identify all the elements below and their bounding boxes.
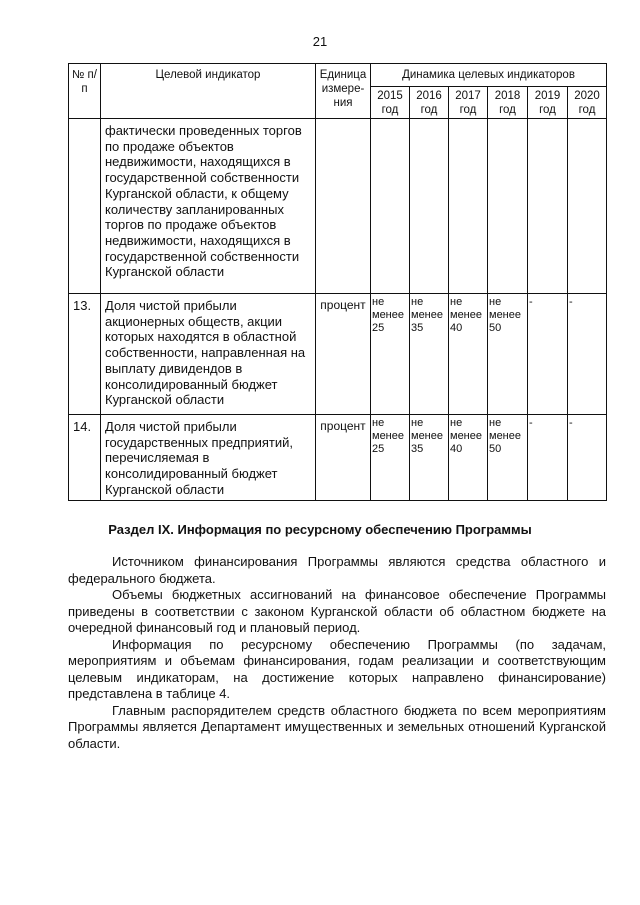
row-value-2019: - (528, 294, 568, 415)
table-row (69, 119, 607, 294)
row-value-2019: - (528, 415, 568, 501)
row-indicator: фактически проведенных торгов по продаже объектов недвижимости, находящихся в государственной собственности Курганской области, к общему количеству запланированных торгов по продаже объектов недвижимости, находящихся в государственной собственности Курганской области (101, 119, 316, 294)
row-unit: процент (316, 294, 371, 415)
header-year-2020: 2020 год (568, 87, 607, 119)
header-year-2019: 2019 год (528, 87, 568, 119)
paragraph: Источником финансирования Программы являются средства областного и федерального бюджета. (68, 554, 606, 586)
header-year-2015: 2015 год (371, 87, 410, 119)
indicators-table (68, 63, 607, 501)
row-value-2020 (568, 119, 607, 294)
row-num (69, 119, 101, 294)
header-num: № п/п (69, 64, 101, 119)
row-unit: процент (316, 415, 371, 501)
body-text (68, 554, 606, 752)
header-dynamics: Динамика целевых индикаторов (371, 64, 607, 87)
row-num: 13. (69, 294, 101, 415)
row-unit (316, 119, 371, 294)
row-value-2018 (488, 119, 528, 294)
row-value-2017: не менее 40 (449, 294, 488, 415)
header-row (69, 64, 607, 87)
row-num: 14. (69, 415, 101, 501)
header-year-2017: 2017 год (449, 87, 488, 119)
row-value-2015: не менее 25 (371, 415, 410, 501)
row-value-2018: не менее 50 (488, 294, 528, 415)
row-value-2018: не менее 50 (488, 415, 528, 501)
paragraph: Главным распорядителем средств областного бюджета по всем мероприятиям Программы является Департамент имущественных и земельных отношений Курганской области. (68, 702, 606, 751)
row-value-2016: не менее 35 (410, 294, 449, 415)
paragraph: Информация по ресурсному обеспечению Программы (по задачам, мероприятиям и объемам финансирования, годам реализации и соответствующим целевым индикаторам, на достижение которых направлено финансирование) представлена в таблице 4. (68, 636, 606, 701)
table-row (69, 294, 607, 415)
header-year-2018: 2018 год (488, 87, 528, 119)
row-value-2016 (410, 119, 449, 294)
row-value-2016: не менее 35 (410, 415, 449, 501)
row-indicator: Доля чистой прибыли государственных предприятий, перечисляемая в консолидированный бюджет Курганской области (101, 415, 316, 501)
page-number: 21 (312, 34, 328, 49)
header-unit: Единица измере-ния (316, 64, 371, 119)
paragraph: Объемы бюджетных ассигнований на финансовое обеспечение Программы приведены в соответствии с законом Курганской области об областном бюджете на очередной финансовый год и плановый период. (68, 587, 606, 635)
row-value-2017 (449, 119, 488, 294)
row-indicator: Доля чистой прибыли акционерных обществ, акции которых находятся в областной собственности, направленная на выплату дивидендов в консолидированный бюджет Курганской области (101, 294, 316, 415)
header-indicator: Целевой индикатор (101, 64, 316, 119)
row-value-2019 (528, 119, 568, 294)
row-value-2015: не менее 25 (371, 294, 410, 415)
table-row (69, 415, 607, 501)
row-value-2015 (371, 119, 410, 294)
row-value-2017: не менее 40 (449, 415, 488, 501)
section-title: Раздел IX. Информация по ресурсному обеспечению Программы (108, 522, 532, 537)
header-year-2016: 2016 год (410, 87, 449, 119)
row-value-2020: - (568, 294, 607, 415)
row-value-2020: - (568, 415, 607, 501)
